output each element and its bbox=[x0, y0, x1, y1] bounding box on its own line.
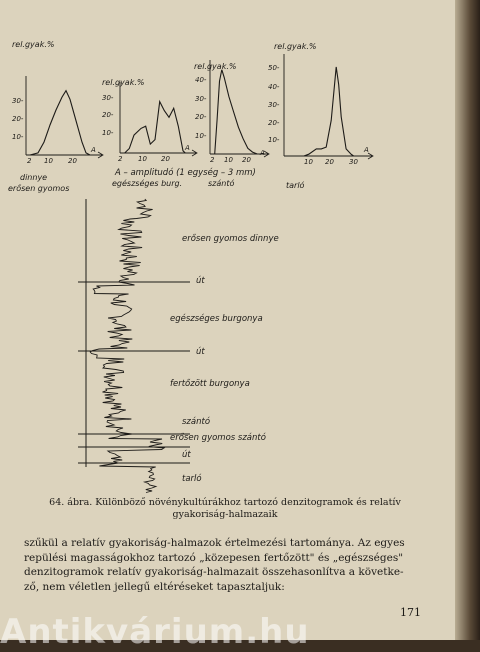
x-tick: 20 bbox=[161, 155, 170, 163]
x-tick: 10 bbox=[138, 155, 147, 163]
text-line: ző, nem véletlen jellegű eltéréseket tapasztaljuk: bbox=[24, 580, 285, 593]
y-axis-label: rel.gyak.% bbox=[12, 40, 55, 49]
x-axis-label: A bbox=[364, 146, 369, 154]
densitogram-label: út bbox=[182, 450, 191, 460]
densitogram-label: fertőzött burgonya bbox=[170, 379, 250, 389]
amplitude-label: A – amplitudó (1 egység – 3 mm) bbox=[115, 168, 256, 178]
book-spine bbox=[455, 0, 480, 640]
y-tick: 50- bbox=[268, 64, 280, 72]
y-tick: 30- bbox=[102, 94, 114, 102]
text-line: szűkül a relatív gyakoriság-halmazok értelmezési tartománya. Az egyes bbox=[24, 537, 405, 549]
y-tick: 10- bbox=[195, 132, 207, 140]
x-axis-label: A bbox=[91, 146, 96, 154]
x-tick: 20 bbox=[242, 156, 251, 164]
y-axis-label: rel.gyak.% bbox=[194, 62, 237, 71]
histogram-plot bbox=[266, 42, 376, 192]
y-tick: 20- bbox=[12, 115, 24, 123]
y-tick: 30- bbox=[195, 95, 207, 103]
densitogram-label: erősen gyomos dinnye bbox=[182, 234, 279, 244]
densitogram-label: szántó bbox=[182, 417, 211, 427]
x-tick: 10 bbox=[304, 158, 313, 166]
densitogram-label: erősen gyomos szántó bbox=[170, 433, 266, 443]
page-number: 171 bbox=[400, 606, 421, 619]
x-tick: 10 bbox=[224, 156, 233, 164]
x-tick: 2 bbox=[210, 156, 215, 164]
densitogram-label: tarló bbox=[182, 474, 202, 484]
y-tick: 30- bbox=[268, 101, 280, 109]
y-tick: 10- bbox=[102, 129, 114, 137]
crop-name-2: erősen gyomos bbox=[8, 184, 70, 193]
x-tick: 20 bbox=[325, 158, 334, 166]
densitogram-trace bbox=[90, 199, 164, 493]
x-tick: 20 bbox=[68, 157, 77, 165]
y-tick: 10- bbox=[12, 133, 24, 141]
x-axis-label: A bbox=[260, 149, 265, 157]
y-tick: 40- bbox=[268, 83, 280, 91]
y-tick: 30- bbox=[12, 97, 24, 105]
y-tick: 40- bbox=[195, 76, 207, 84]
densitogram-label: egészséges burgonya bbox=[170, 314, 263, 324]
y-tick: 20- bbox=[102, 111, 114, 119]
text-line: repülési magasságokhoz tartozó „közepesen fertőzött" és „egészséges" bbox=[24, 551, 404, 564]
y-tick: 20- bbox=[195, 113, 207, 121]
histogram-plot bbox=[0, 40, 110, 200]
x-axis-label: A bbox=[185, 144, 190, 152]
y-tick: 10- bbox=[268, 136, 280, 144]
figure-caption: 64. ábra. Különböző növénykultúrákhoz tartozó denzitogramok és relatív gyakoriság-halmazaik bbox=[49, 497, 401, 520]
y-axis-label: rel.gyak.% bbox=[102, 78, 145, 87]
y-tick: 20- bbox=[268, 119, 280, 127]
histogram-line bbox=[30, 91, 90, 155]
x-tick: 2 bbox=[27, 157, 32, 165]
histogram-line bbox=[215, 70, 258, 154]
body-paragraph bbox=[24, 536, 429, 594]
densitogram-label: út bbox=[196, 276, 205, 286]
x-tick: 2 bbox=[118, 155, 123, 163]
histogram-dinnye bbox=[0, 40, 110, 200]
histogram-line bbox=[125, 102, 186, 153]
crop-name: tarló bbox=[286, 181, 305, 190]
histogram-tarlo bbox=[266, 42, 376, 192]
x-tick: 30 bbox=[349, 158, 358, 166]
histogram-line bbox=[304, 67, 354, 156]
watermark-logo: Antikvárium.hu bbox=[0, 612, 310, 652]
crop-name: egészséges burg. bbox=[112, 179, 183, 188]
crop-name: szántó bbox=[208, 179, 235, 188]
text-line: denzitogramok relatív gyakoriság-halmazait összehasonlítva a követke- bbox=[24, 566, 404, 578]
y-axis-label: rel.gyak.% bbox=[274, 42, 317, 51]
crop-name: dinnye bbox=[20, 173, 48, 182]
x-tick: 10 bbox=[44, 157, 53, 165]
densitogram-label: út bbox=[196, 347, 205, 357]
